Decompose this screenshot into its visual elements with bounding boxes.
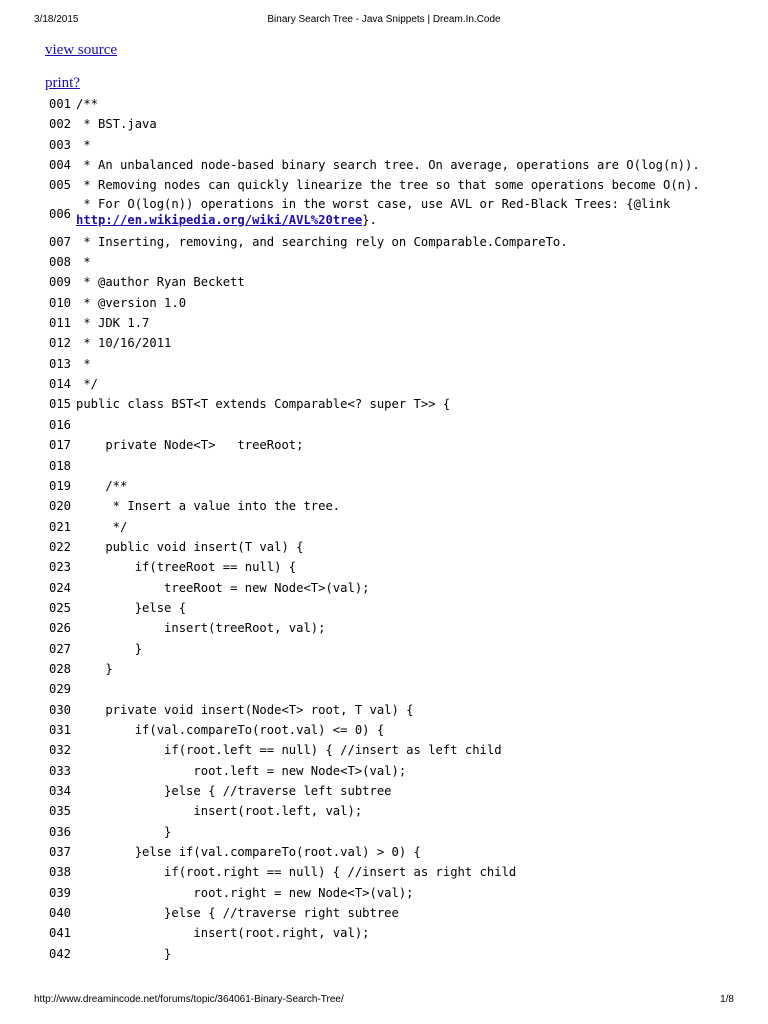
code-line bbox=[49, 659, 760, 679]
code-text: } bbox=[76, 641, 143, 656]
line-number: 003 bbox=[49, 137, 72, 152]
line-number: 033 bbox=[49, 763, 72, 778]
code-text: private Node<T> treeRoot; bbox=[76, 438, 304, 453]
code-line bbox=[49, 135, 760, 155]
line-number: 027 bbox=[49, 641, 72, 656]
code-text: } bbox=[76, 946, 172, 961]
code-line bbox=[49, 801, 760, 821]
print-date: 3/18/2015 bbox=[34, 14, 79, 25]
code-line bbox=[49, 94, 760, 114]
line-number: 020 bbox=[49, 499, 72, 514]
line-number: 039 bbox=[49, 885, 72, 900]
line-number: 006 bbox=[49, 206, 72, 221]
code-text: */ bbox=[76, 377, 99, 392]
wikipedia-avl-tree-link[interactable]: http://en.wikipedia.org/wiki/AVL%20tree bbox=[76, 212, 363, 227]
line-number: 026 bbox=[49, 621, 72, 636]
line-number: 021 bbox=[49, 519, 72, 534]
line-number: 018 bbox=[49, 458, 72, 473]
code-text: * Insert a value into the tree. bbox=[76, 499, 341, 514]
code-line bbox=[49, 822, 760, 842]
code-text: * bbox=[76, 137, 91, 152]
code-line bbox=[49, 155, 760, 175]
code-line bbox=[49, 700, 760, 720]
page-url: http://www.dreamincode.net/forums/topic/364061-Binary-Search-Tree/ bbox=[34, 994, 344, 1005]
code-line bbox=[49, 883, 760, 903]
line-number: 040 bbox=[49, 906, 72, 921]
code-line bbox=[49, 232, 760, 252]
code-line bbox=[49, 740, 760, 760]
line-number: 016 bbox=[49, 417, 72, 432]
code-line bbox=[49, 415, 760, 435]
line-number: 041 bbox=[49, 926, 72, 941]
line-number: 031 bbox=[49, 722, 72, 737]
code-text: if(root.left == null) { //insert as left child bbox=[76, 743, 502, 758]
line-number: 023 bbox=[49, 560, 72, 575]
code-text: * bbox=[76, 255, 91, 270]
code-text: root.left = new Node<T>(val); bbox=[76, 763, 407, 778]
code-line bbox=[49, 435, 760, 455]
code-line bbox=[49, 196, 760, 232]
code-text: * An unbalanced node-based binary search tree. On average, operations are O(log(n)). bbox=[76, 158, 700, 173]
code-line bbox=[49, 537, 760, 557]
code-text: * @author Ryan Beckett bbox=[76, 275, 245, 290]
print-link[interactable]: print? bbox=[45, 75, 80, 91]
code-line bbox=[49, 720, 760, 740]
code-text: } bbox=[76, 824, 172, 839]
page-title: Binary Search Tree - Java Snippets | Dream.In.Code bbox=[267, 14, 501, 25]
code-text: * JDK 1.7 bbox=[76, 316, 150, 331]
code-line bbox=[49, 557, 760, 577]
line-number: 012 bbox=[49, 336, 72, 351]
line-number: 015 bbox=[49, 397, 72, 412]
line-number: 019 bbox=[49, 478, 72, 493]
line-number: 004 bbox=[49, 158, 72, 173]
page-number: 1/8 bbox=[720, 994, 734, 1005]
code-text: * 10/16/2011 bbox=[76, 336, 172, 351]
code-text: } bbox=[76, 661, 113, 676]
code-line bbox=[49, 517, 760, 537]
code-line bbox=[49, 903, 760, 923]
code-text: }else { //traverse left subtree bbox=[76, 784, 392, 798]
code-text: if(treeRoot == null) { bbox=[76, 560, 297, 575]
line-number: 013 bbox=[49, 356, 72, 371]
code-line bbox=[49, 862, 760, 882]
line-number: 005 bbox=[49, 178, 72, 193]
line-number: 028 bbox=[49, 661, 72, 676]
line-number: 011 bbox=[49, 316, 72, 331]
code-line bbox=[49, 639, 760, 659]
code-text: if(val.compareTo(root.val) <= 0) { bbox=[76, 722, 385, 737]
code-line bbox=[49, 114, 760, 134]
code-text: public void insert(T val) { bbox=[76, 539, 304, 554]
code-text: insert(treeRoot, val); bbox=[76, 621, 326, 636]
code-line bbox=[49, 394, 760, 414]
code-text: treeRoot = new Node<T>(val); bbox=[76, 580, 370, 595]
code-text: */ bbox=[76, 519, 128, 534]
line-number: 009 bbox=[49, 275, 72, 290]
line-number: 042 bbox=[49, 946, 72, 961]
code-text: insert(root.right, val); bbox=[76, 926, 370, 941]
view-source-link[interactable]: view source bbox=[45, 42, 118, 58]
code-listing bbox=[49, 94, 760, 964]
line-number: 017 bbox=[49, 438, 72, 453]
code-line bbox=[49, 578, 760, 598]
code-text: root.right = new Node<T>(val); bbox=[76, 885, 414, 900]
code-text: * BST.java bbox=[76, 117, 157, 132]
code-line bbox=[49, 313, 760, 333]
line-number: 035 bbox=[49, 804, 72, 819]
code-line bbox=[49, 944, 760, 964]
code-line bbox=[49, 842, 760, 862]
code-line bbox=[49, 252, 760, 272]
code-text: * bbox=[76, 356, 91, 371]
line-number: 029 bbox=[49, 682, 72, 697]
code-text: /** bbox=[76, 478, 128, 493]
code-line bbox=[49, 272, 760, 292]
line-number: 032 bbox=[49, 743, 72, 758]
line-number: 030 bbox=[49, 702, 72, 717]
code-line bbox=[49, 679, 760, 699]
code-line bbox=[49, 923, 760, 943]
code-line bbox=[49, 781, 760, 801]
line-number: 022 bbox=[49, 539, 72, 554]
line-number: 001 bbox=[49, 97, 72, 111]
code-line bbox=[49, 293, 760, 313]
code-line bbox=[49, 496, 760, 516]
code-text: }else { bbox=[76, 600, 187, 615]
line-number: 036 bbox=[49, 824, 72, 839]
line-number: 038 bbox=[49, 865, 72, 880]
code-text: * Removing nodes can quickly linearize the tree so that some operations become O(n). bbox=[76, 178, 700, 193]
line-number: 002 bbox=[49, 117, 72, 132]
print-footer bbox=[34, 994, 734, 1010]
code-text-part: * For O(log(n)) operations in the worst case, use AVL or Red-Black Trees: {@link bbox=[76, 196, 671, 211]
code-line bbox=[49, 354, 760, 374]
code-line bbox=[49, 456, 760, 476]
code-line bbox=[49, 175, 760, 195]
line-number: 034 bbox=[49, 784, 72, 798]
code-text: }else { //traverse right subtree bbox=[76, 906, 399, 921]
line-number: 025 bbox=[49, 600, 72, 615]
line-number: 010 bbox=[49, 295, 72, 310]
code-line bbox=[49, 374, 760, 394]
code-text: * @version 1.0 bbox=[76, 295, 187, 310]
code-text bbox=[76, 196, 670, 228]
line-number: 037 bbox=[49, 845, 72, 860]
line-number: 007 bbox=[49, 234, 72, 249]
code-line bbox=[49, 761, 760, 781]
print-header bbox=[34, 14, 734, 30]
code-text: if(root.right == null) { //insert as right child bbox=[76, 865, 517, 880]
code-line bbox=[49, 598, 760, 618]
code-text: }else if(val.compareTo(root.val) > 0) { bbox=[76, 845, 421, 860]
code-text-part: }. bbox=[362, 212, 377, 227]
code-text: * Inserting, removing, and searching rely on Comparable.CompareTo. bbox=[76, 234, 568, 249]
code-line bbox=[49, 333, 760, 353]
code-text: private void insert(Node<T> root, T val) { bbox=[76, 702, 414, 717]
line-number: 008 bbox=[49, 255, 72, 270]
line-number: 014 bbox=[49, 377, 72, 392]
code-text: public class BST<T extends Comparable<? super T>> { bbox=[76, 397, 451, 412]
line-number: 024 bbox=[49, 580, 72, 595]
code-text: insert(root.left, val); bbox=[76, 804, 363, 819]
code-line bbox=[49, 476, 760, 496]
code-text: /** bbox=[76, 97, 99, 111]
code-line bbox=[49, 618, 760, 638]
